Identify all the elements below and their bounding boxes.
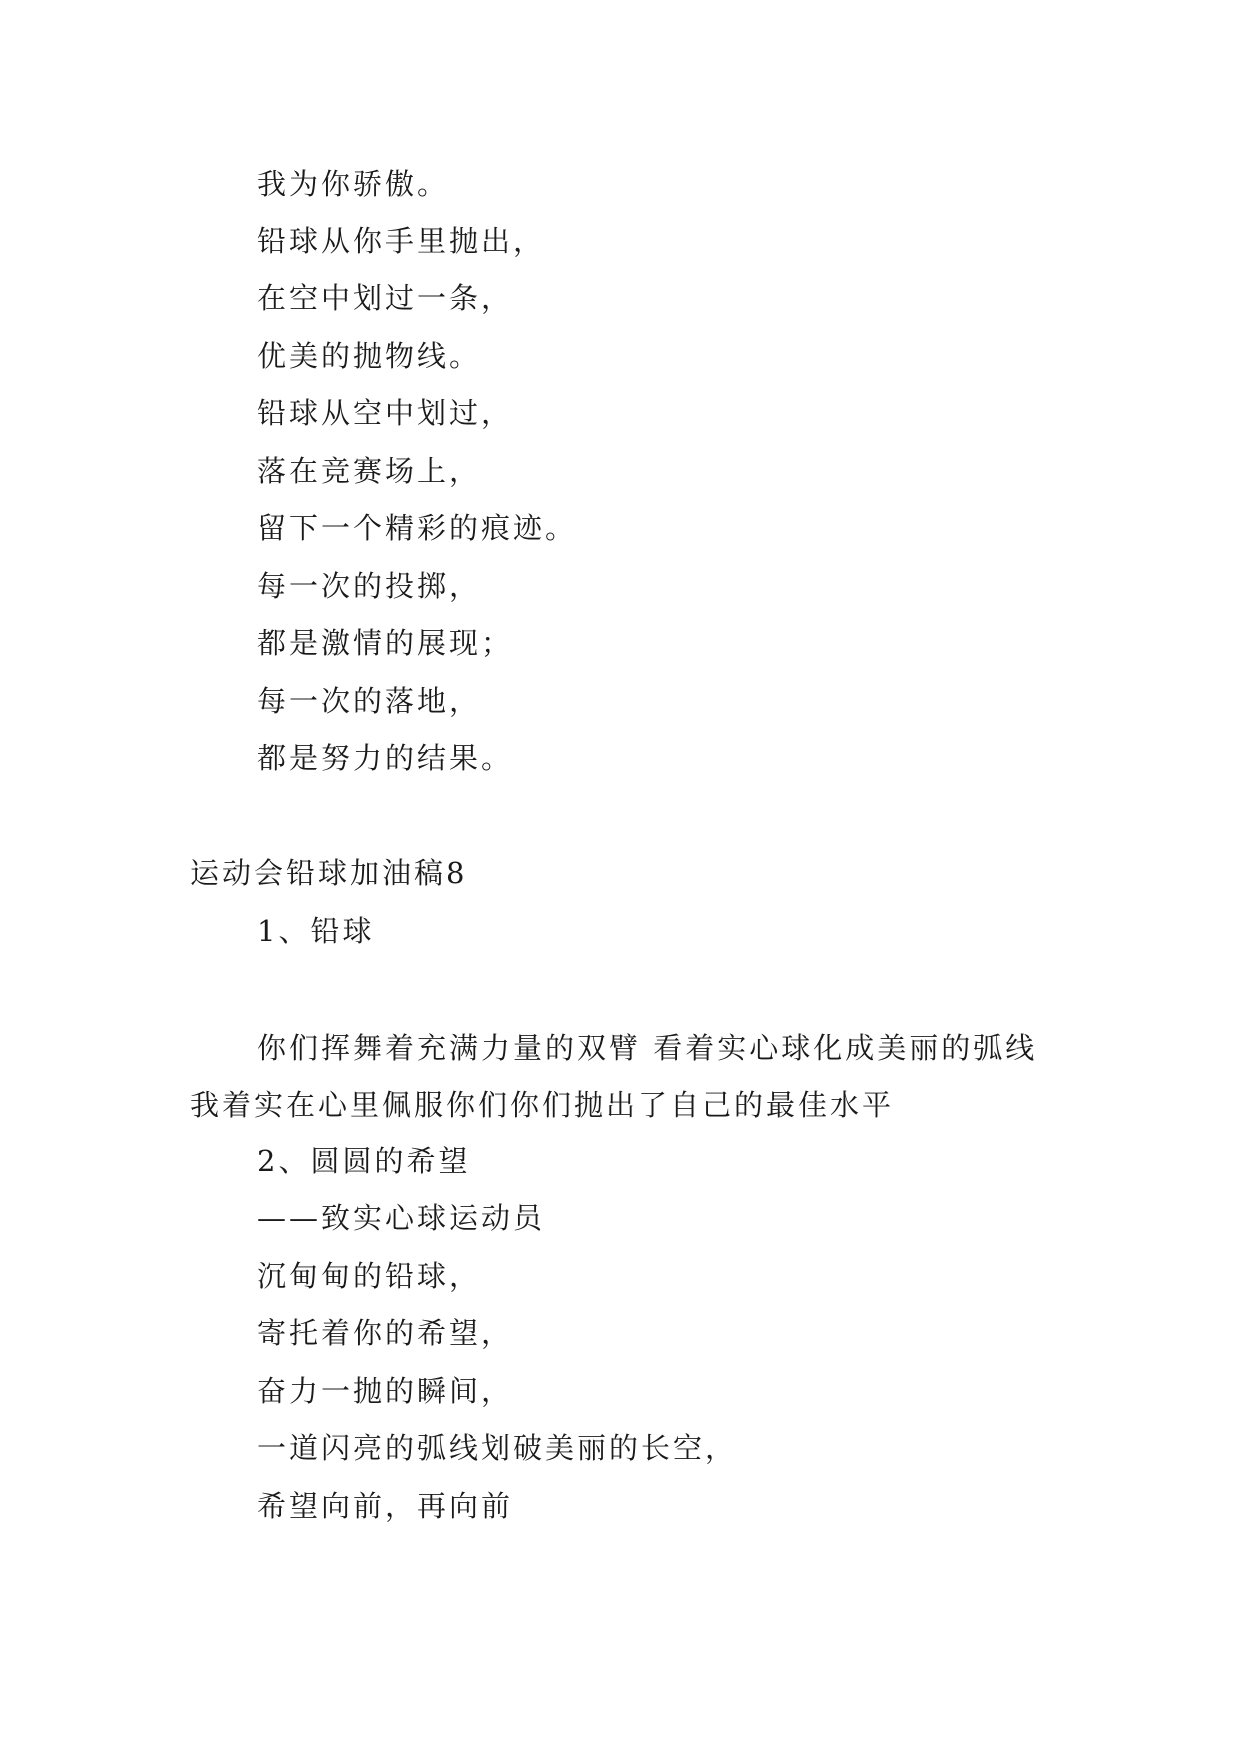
- poem-line: 铅球从空中划过，: [257, 396, 514, 430]
- poem-line: 沉甸甸的铅球，: [257, 1259, 482, 1293]
- poem-line: 铅球从你手里抛出，: [257, 224, 546, 258]
- poem-line: 留下一个精彩的痕迹。: [257, 511, 578, 545]
- poem-line: 希望向前，再向前: [257, 1489, 514, 1523]
- item-body-paragraph: 你们挥舞着充满力量的双臂 看着实心球化成美丽的弧线 我着实在心里佩服你们你们抛出了自己的最佳水平: [190, 1031, 1038, 1122]
- poem-line: 每一次的落地，: [257, 684, 482, 718]
- poem-line: 每一次的投掷，: [257, 569, 482, 603]
- dedication-line: ——致实心球运动员: [257, 1201, 546, 1235]
- item-heading: 1、铅球: [257, 914, 375, 948]
- poem-line: 一道闪亮的弧线划破美丽的长空，: [257, 1431, 738, 1465]
- section-title: 运动会铅球加油稿8: [190, 856, 468, 890]
- poem-line: 都是激情的展现；: [257, 626, 514, 660]
- poem-line: 优美的抛物线。: [257, 339, 482, 373]
- item-heading: 2、圆圆的希望: [257, 1144, 471, 1178]
- poem-line: 我为你骄傲。: [257, 167, 450, 201]
- poem-line: 落在竞赛场上，: [257, 454, 482, 488]
- poem-line: 奋力一抛的瞬间，: [257, 1374, 514, 1408]
- poem-line: 在空中划过一条，: [257, 281, 514, 315]
- poem-line: 都是努力的结果。: [257, 741, 514, 775]
- poem-line: 寄托着你的希望，: [257, 1316, 514, 1350]
